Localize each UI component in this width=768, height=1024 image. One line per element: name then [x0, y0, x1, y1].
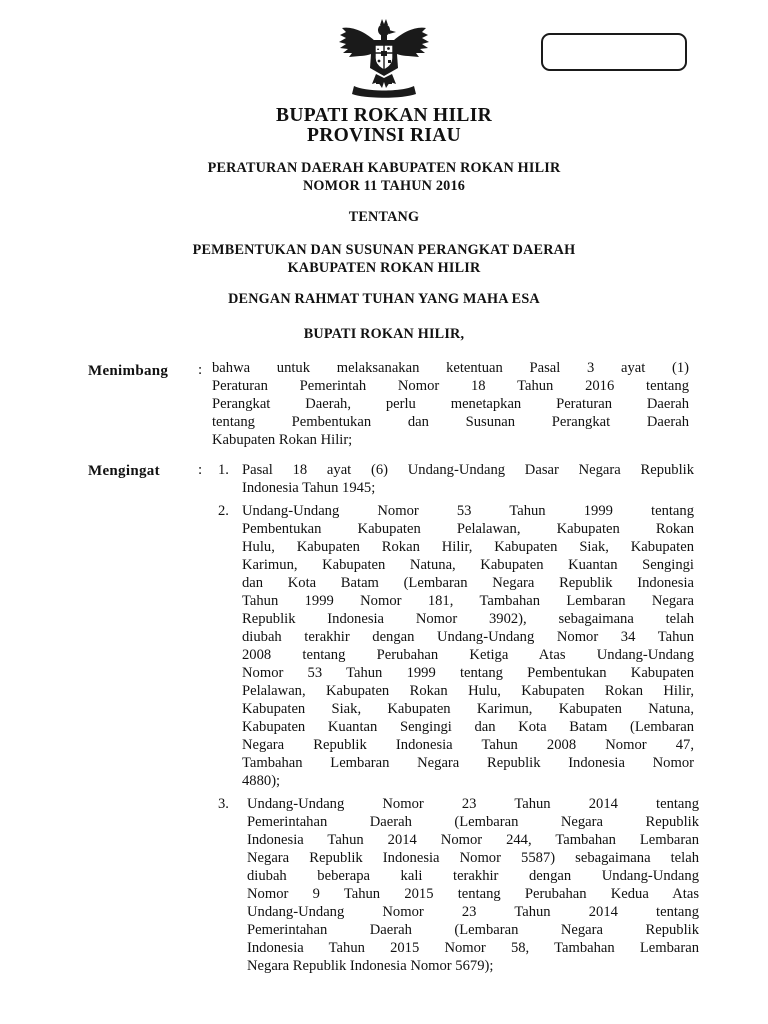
item-line: Indonesia Tahun 2015 Nomor 58, Tambahan Lembaran — [247, 940, 699, 956]
grace-formula: DENGAN RAHMAT TUHAN YANG MAHA ESA — [228, 291, 540, 307]
item-line: Nomor 9 Tahun 2015 tentang Perubahan Kedua Atas — [247, 886, 699, 902]
province-title: PROVINSI RIAU — [307, 125, 461, 146]
item-line: Pemerintahan Daerah (Lembaran Negara Republik — [247, 814, 699, 830]
menimbang-colon: : — [198, 362, 203, 378]
item-line: Republik Indonesia Nomor 3902), sebagaimana telah — [242, 611, 694, 627]
mengingat-label: Mengingat — [88, 463, 160, 479]
document-number-box — [541, 33, 687, 71]
item-number: 1. — [218, 462, 229, 478]
menimbang-line: Kabupaten Rokan Hilir; — [212, 432, 353, 448]
subject-line-1: PEMBENTUKAN DAN SUSUNAN PERANGKAT DAERAH — [192, 242, 576, 258]
item-number: 2. — [218, 503, 229, 519]
item-line: 2008 tentang Perubahan Ketiga Atas Undang-Undang — [242, 647, 694, 663]
menimbang-label: Menimbang — [88, 363, 169, 379]
item-line: Indonesia Tahun 1945; — [242, 480, 376, 496]
item-line: Tahun 1999 Nomor 181, Tambahan Lembaran Negara — [242, 593, 694, 609]
issuer-title: BUPATI ROKAN HILIR — [276, 105, 492, 126]
item-line: diubah beberapa kali terakhir dengan Undang-Undang — [247, 868, 699, 884]
item-line: Undang-Undang Nomor 53 Tahun 1999 tentang — [242, 503, 694, 519]
item-line: Undang-Undang Nomor 23 Tahun 2014 tentang — [247, 796, 699, 812]
item-line: Negara Republik Indonesia Nomor 5587) sebagaimana telah — [247, 850, 699, 866]
item-line: Kabupaten Siak, Kabupaten Karimun, Kabupaten Natuna, — [242, 701, 694, 717]
item-line: Kabupaten Kuantan Sengingi dan Kota Batam (Lembaran — [242, 719, 694, 735]
item-line: Negara Republik Indonesia Nomor 5679); — [247, 958, 494, 974]
item-line: Tambahan Lembaran Negara Republik Indonesia Nomor — [242, 755, 694, 771]
item-line: Nomor 53 Tahun 1999 tentang Pembentukan Kabupaten — [242, 665, 694, 681]
item-line: Pasal 18 ayat (6) Undang-Undang Dasar Negara Republik — [242, 462, 694, 478]
item-line: Hulu, Kabupaten Rokan Hilir, Kabupaten Siak, Kabupaten — [242, 539, 694, 555]
item-line: Pelalawan, Kabupaten Rokan Hulu, Kabupaten Rokan Hilir, — [242, 683, 694, 699]
item-line: diubah terakhir dengan Undang-Undang Nomor 34 Tahun — [242, 629, 694, 645]
item-line: Negara Republik Indonesia Tahun 2008 Nomor 47, — [242, 737, 694, 753]
item-line: Pemerintahan Daerah (Lembaran Negara Republik — [247, 922, 699, 938]
garuda-emblem-icon — [336, 18, 432, 100]
item-line: 4880); — [242, 773, 281, 789]
about-heading: TENTANG — [348, 209, 420, 225]
subject-line-2: KABUPATEN ROKAN HILIR — [287, 260, 481, 276]
menimbang-line: Peraturan Pemerintah Nomor 18 Tahun 2016 tentang — [212, 378, 689, 394]
mengingat-colon: : — [198, 462, 203, 478]
regulation-title: PERATURAN DAERAH KABUPATEN ROKAN HILIR — [207, 160, 561, 176]
item-line: Karimun, Kabupaten Natuna, Kabupaten Kuantan Sengingi — [242, 557, 694, 573]
item-line: dan Kota Batam (Lembaran Negara Republik Indonesia — [242, 575, 694, 591]
menimbang-line: bahwa untuk melaksanakan ketentuan Pasal 3 ayat (1) — [212, 360, 689, 376]
item-line: Indonesia Tahun 2014 Nomor 244, Tambahan Lembaran — [247, 832, 699, 848]
regulation-number: NOMOR 11 TAHUN 2016 — [302, 178, 466, 194]
regent-heading: BUPATI ROKAN HILIR, — [303, 326, 465, 342]
item-line: Pembentukan Kabupaten Pelalawan, Kabupaten Rokan — [242, 521, 694, 537]
menimbang-line: Perangkat Daerah, perlu menetapkan Peraturan Daerah — [212, 396, 689, 412]
menimbang-line: tentang Pembentukan dan Susunan Perangkat Daerah — [212, 414, 689, 430]
item-number: 3. — [218, 796, 229, 812]
item-line: Undang-Undang Nomor 23 Tahun 2014 tentang — [247, 904, 699, 920]
